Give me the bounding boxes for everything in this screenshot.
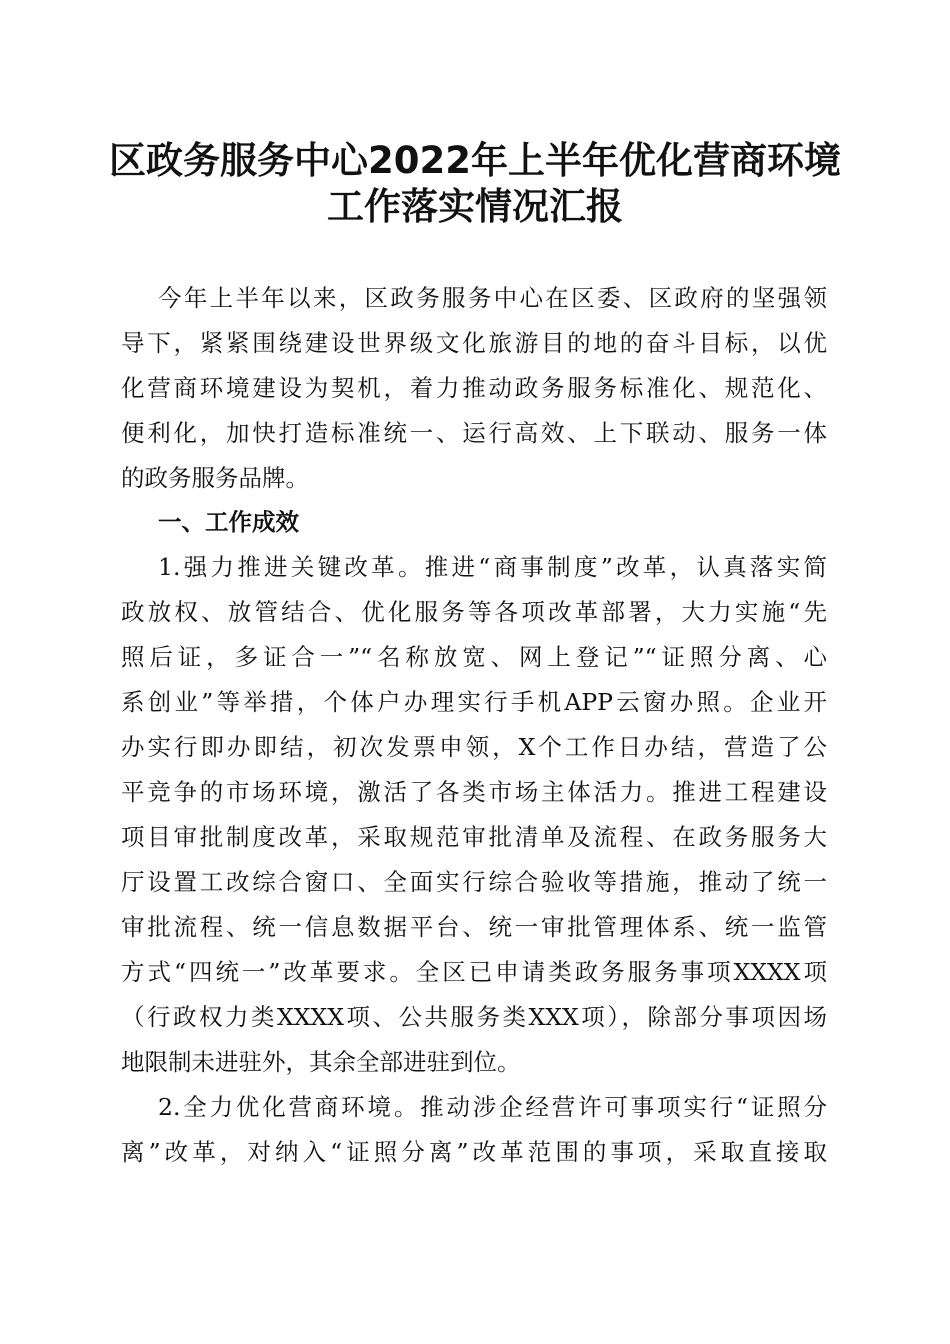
item1-line: 办实行即办即结，初次发票申领，X个工作日办结，营造了公: [121, 733, 827, 761]
item1-line: 审批流程、统一信息数据平台、统一审批管理体系、统一监管: [121, 913, 827, 941]
intro-line: 今年上半年以来，区政务服务中心在区委、区政府的坚强领: [158, 284, 827, 312]
intro-line: 导下，紧紧围绕建设世界级文化旅游目的地的奋斗目标，以优: [121, 329, 827, 357]
item1-line: 照后证，多证合一”“名称放宽、网上登记”“证照分离、心: [121, 643, 827, 671]
intro-line: 化营商环境建设为契机，着力推动政务服务标准化、规范化、: [121, 374, 827, 402]
item1-line: 1.强力推进关键改革。推进“商事制度”改革，认真落实简: [158, 553, 827, 581]
item1-line: 方式“四统一”改革要求。全区已申请类政务服务事项XXXX项: [121, 958, 827, 986]
item1-line: 项目审批制度改革，采取规范审批清单及流程、在政务服务大: [121, 823, 827, 851]
document-title-line-1: 区政务服务中心2022年上半年优化营商环境: [109, 139, 841, 182]
item1-line: 平竞争的市场环境，激活了各类市场主体活力。推进工程建设: [121, 778, 827, 806]
intro-line: 的政务服务品牌。: [121, 464, 309, 492]
item1-line: （行政权力类XXXX项、公共服务类XXX项），除部分事项因场: [121, 1003, 827, 1031]
item2-line: 离”改革，对纳入“证照分离”改革范围的事项，采取直接取: [121, 1138, 827, 1166]
item1-line: 政放权、放管结合、优化服务等各项改革部署，大力实施“先: [121, 598, 827, 626]
item1-line: 厅设置工改综合窗口、全面实行综合验收等措施，推动了统一: [121, 868, 827, 896]
item1-line: 系创业”等举措，个体户办理实行手机APP云窗办照。企业开: [121, 688, 827, 716]
item1-line: 地限制未进驻外，其余全部进驻到位。: [121, 1048, 521, 1076]
intro-line: 便利化，加快打造标准统一、运行高效、上下联动、服务一体: [121, 419, 827, 447]
document-title-line-2: 工作落实情况汇报: [327, 185, 623, 228]
section-heading: 一、工作成效: [158, 508, 299, 536]
item2-line: 2.全力优化营商环境。推动涉企经营许可事项实行“证照分: [158, 1093, 827, 1121]
